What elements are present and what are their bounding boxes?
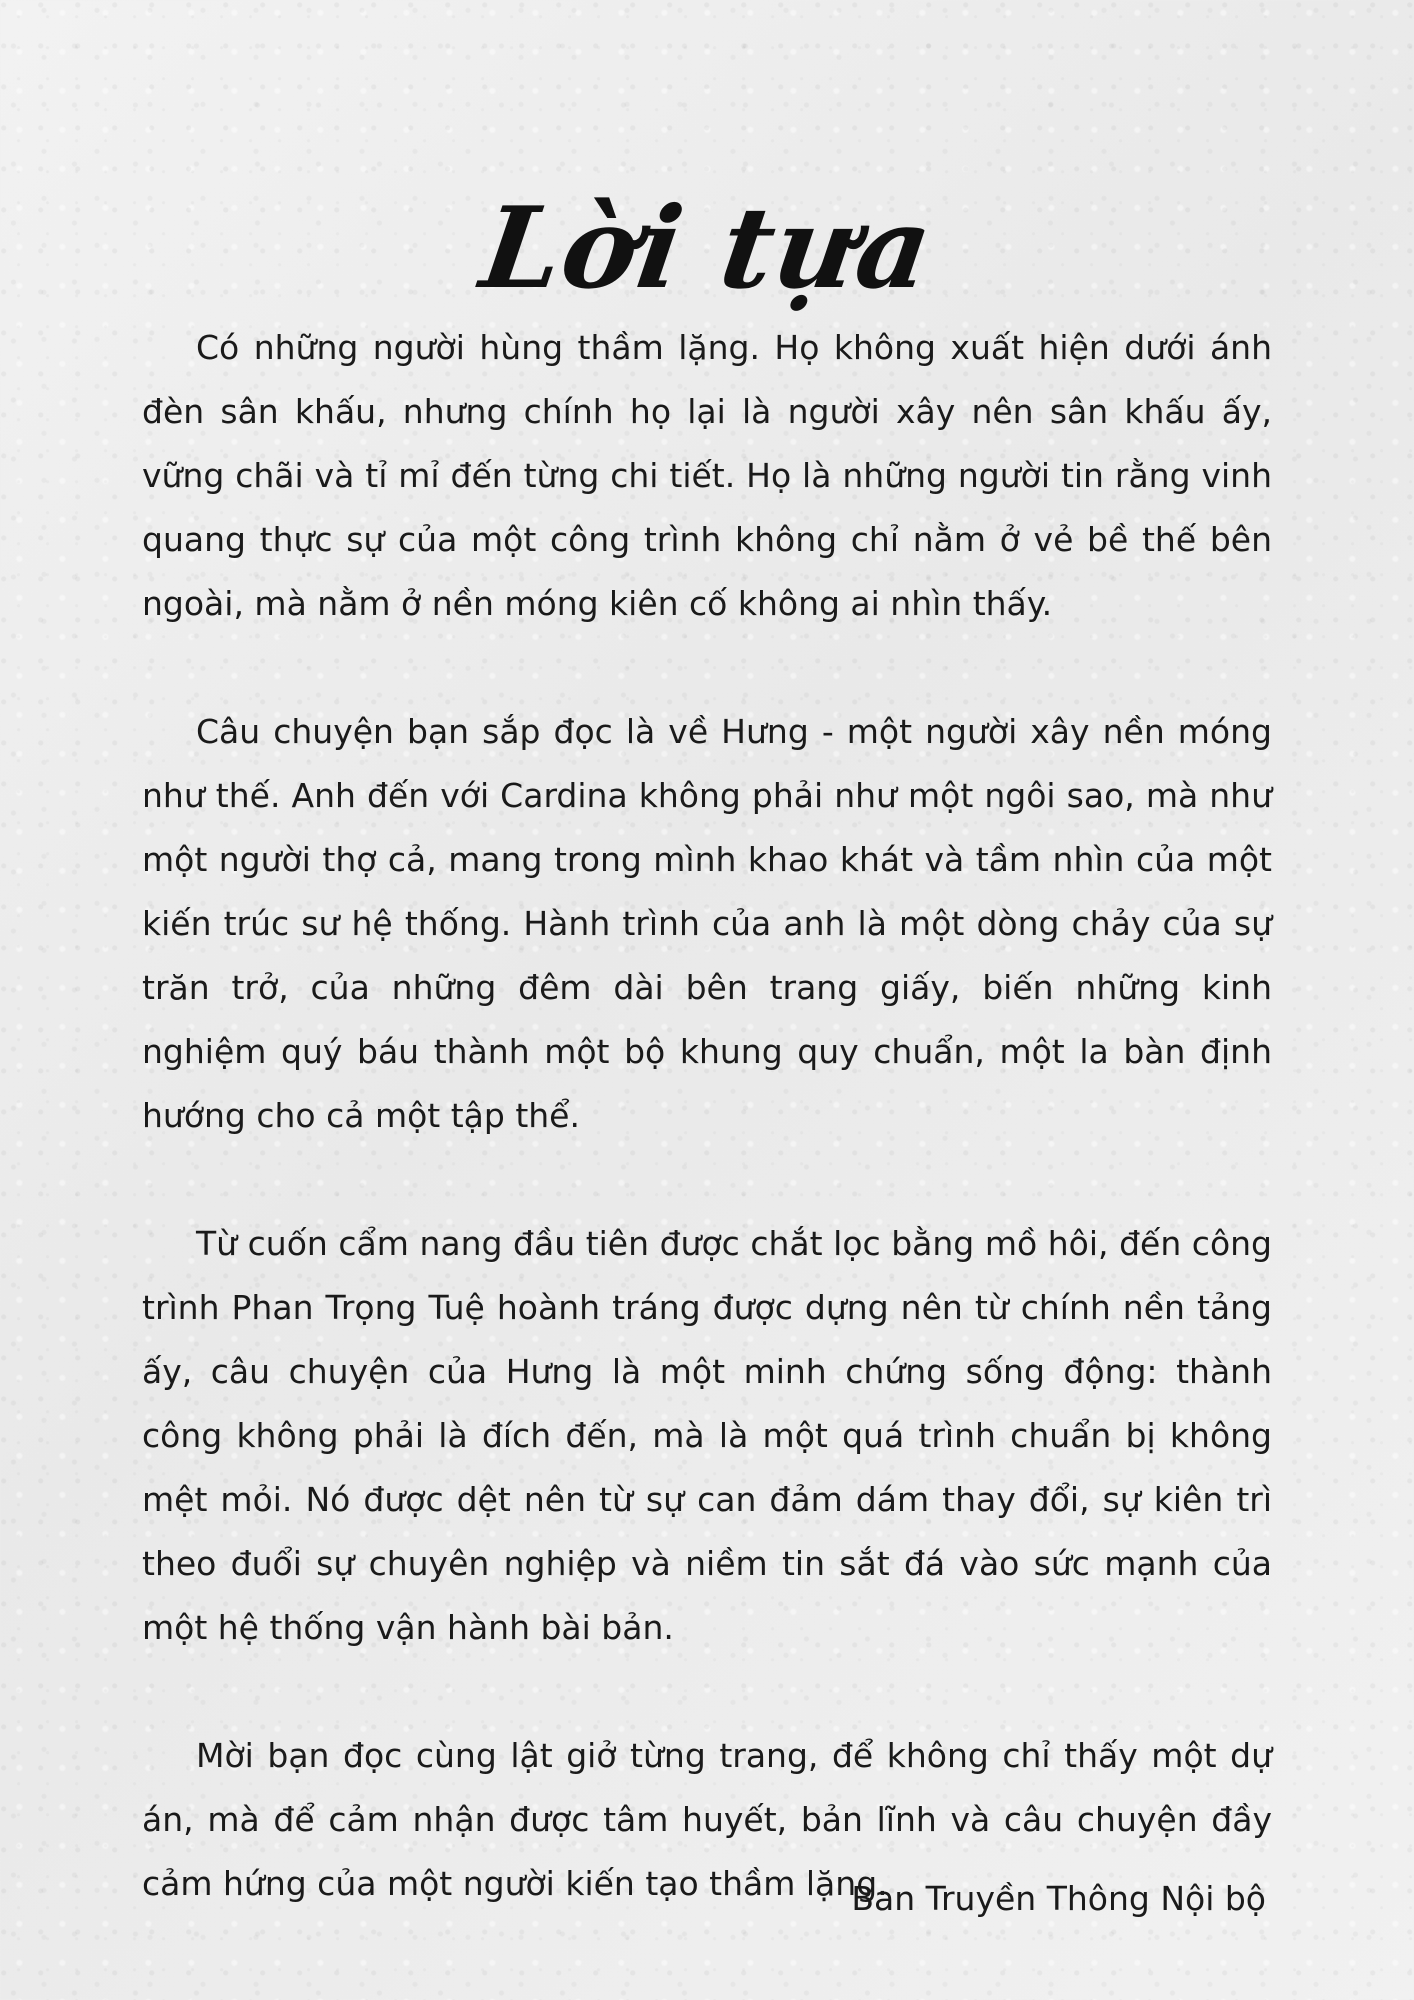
signature: Ban Truyền Thông Nội bộ xyxy=(851,1879,1266,1918)
paragraph-1: Có những người hùng thầm lặng. Họ không xuất hiện dưới ánh đèn sân khấu, nhưng chính họ lại là người xây nên sân khấu ấy, vững chãi và tỉ mỉ đến từng chi tiết. Họ là những người tin rằng vinh quang thực sự của một công trình không chỉ nằm ở vẻ bề thế bên ngoài, mà nằm ở nền móng kiên cố không ai nhìn thấy. xyxy=(142,328,1272,623)
paragraph-3: Từ cuốn cẩm nang đầu tiên được chắt lọc bằng mồ hôi, đến công trình Phan Trọng Tuệ hoành tráng được dựng nên từ chính nền tảng ấy, câu chuyện của Hưng là một minh chứng sống động: thành công không phải là đích đến, mà là một quá trình chuẩn bị không mệt mỏi. Nó được dệt nên từ sự can đảm dám thay đổi, sự kiên trì theo đuổi sự chuyên nghiệp và niềm tin sắt đá vào sức mạnh của một hệ thống vận hành bài bản. xyxy=(142,1224,1272,1647)
paragraph-4: Mời bạn đọc cùng lật giở từng trang, để không chỉ thấy một dự án, mà để cảm nhận được tâm huyết, bản lĩnh và câu chuyện đầy cảm hứng của một người kiến tạo thầm lặng. xyxy=(142,1736,1272,1903)
page-title: Lời tựa xyxy=(473,183,941,315)
foreword-body xyxy=(142,316,1272,1916)
paragraph-2: Câu chuyện bạn sắp đọc là về Hưng - một người xây nền móng như thế. Anh đến với Cardina không phải như một ngôi sao, mà như một người thợ cả, mang trong mình khao khát và tầm nhìn của một kiến trúc sư hệ thống. Hành trình của anh là một dòng chảy của sự trăn trở, của những đêm dài bên trang giấy, biến những kinh nghiệm quý báu thành một bộ khung quy chuẩn, một la bàn định hướng cho cả một tập thể. xyxy=(142,712,1272,1135)
